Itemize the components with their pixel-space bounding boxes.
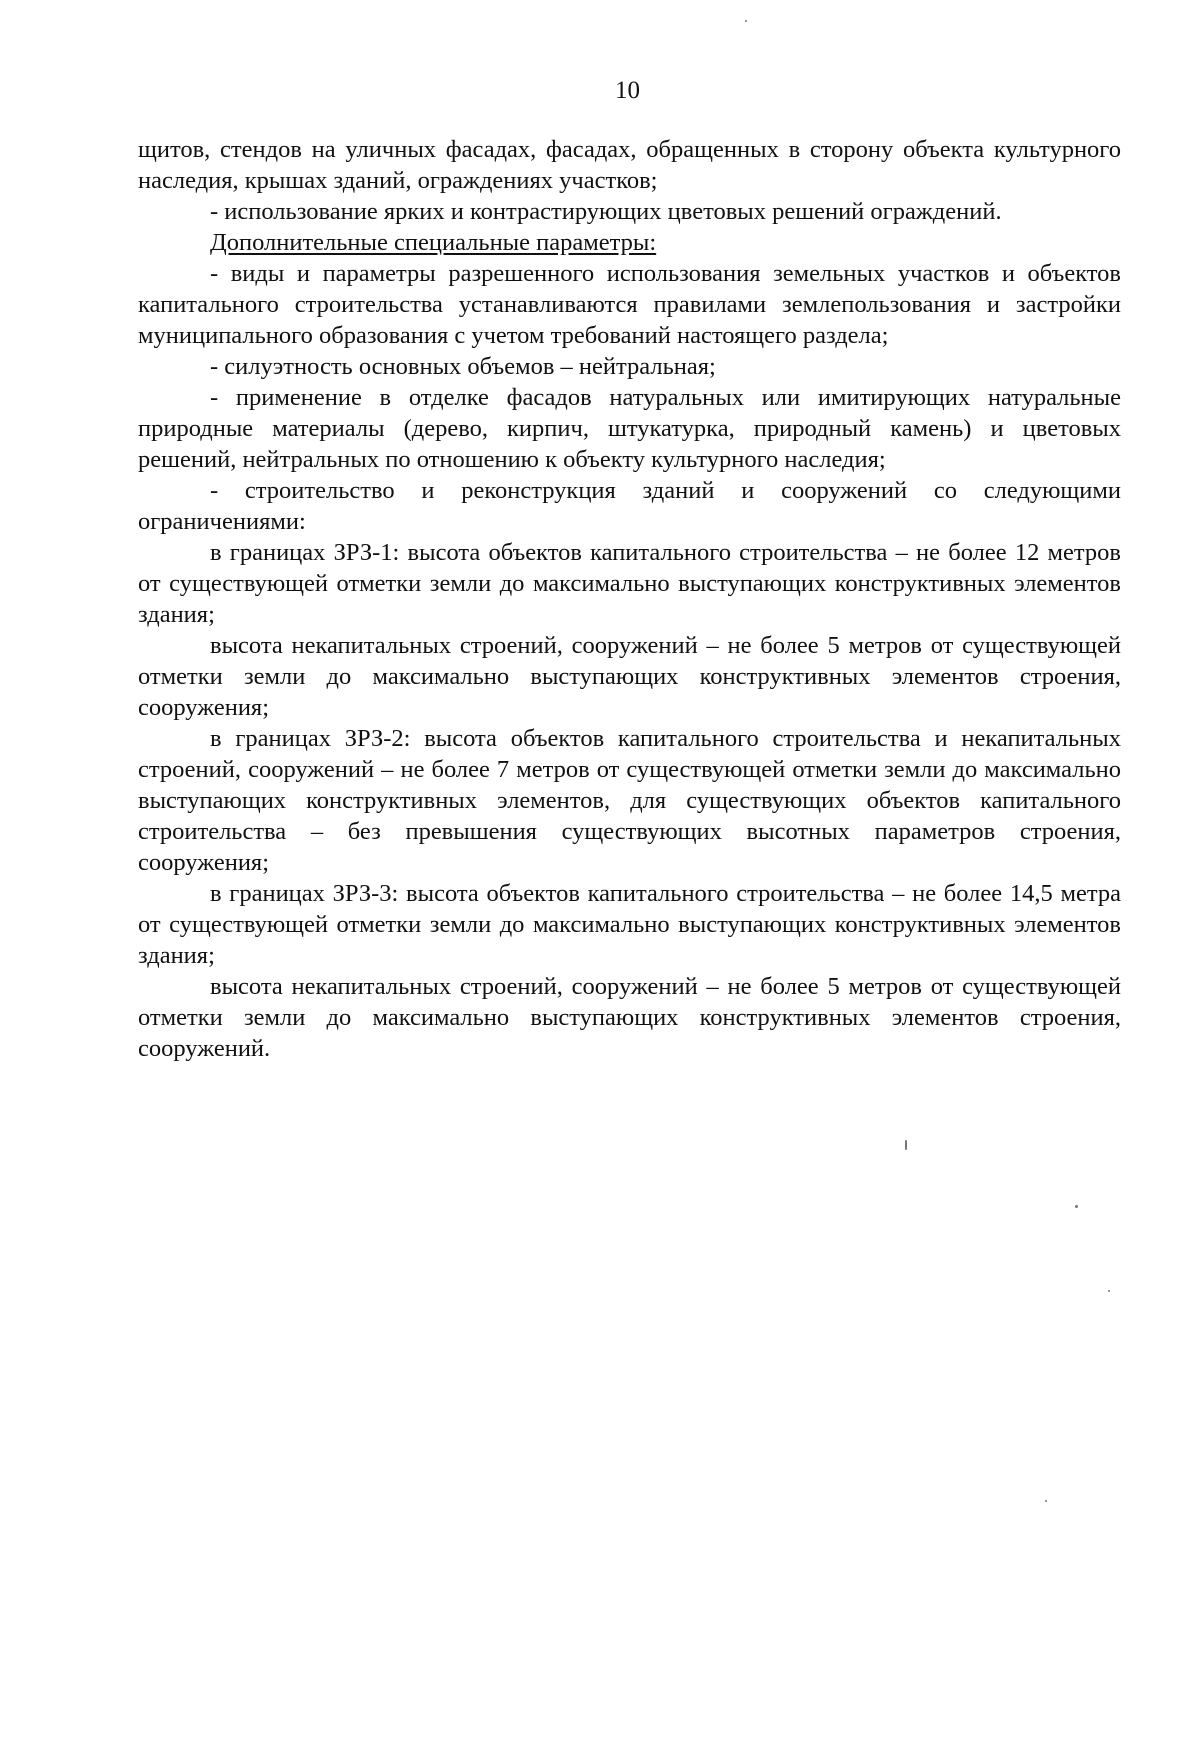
scan-speck [1108,1290,1110,1292]
paragraph-zrz-3: в границах ЗРЗ-3: высота объектов капитального строительства – не более 14,5 метра от существующей отметки земли до максимально выступающих конструктивных элементов здания; [138,880,1121,969]
paragraph-zrz-1: в границах ЗРЗ-1: высота объектов капитального строительства – не более 12 метров от существующей отметки земли до максимально выступающих конструктивных элементов здания; [138,539,1121,628]
paragraph-zrz-3-noncapital: высота некапитальных строений, сооружений – не более 5 метров от существующей отметки земли до максимально выступающих конструктивных элементов строения, сооружений. [138,973,1121,1062]
paragraph-continuation: щитов, стендов на уличных фасадах, фасадах, обращенных в сторону объекта культурного наследия, крышах зданий, ограждениях участков; [138,136,1121,194]
paragraph-facade-materials: - применение в отделке фасадов натуральных или имитирующих натуральные природные материалы (дерево, кирпич, штукатурка, природный камень) и цветовых решений, нейтральных по отношению к объекту культурного наследия; [138,384,1121,473]
scan-speck [745,20,747,22]
page-number: 10 [615,77,640,104]
scan-speck [1045,1500,1047,1502]
paragraph-silhouette: - силуэтность основных объемов – нейтральная; [210,353,716,380]
paragraph-construction-limits: - строительство и реконструкция зданий и сооружений со следующими ограничениями: [138,477,1121,535]
paragraph-zrz-2: в границах ЗРЗ-2: высота объектов капитального строительства и некапитальных строений, сооружений – не более 7 метров от существующей отметки земли до максимально выступающих конструктивных элементов, для существующих объектов капитального строительства – без превышения существующих высотных параметров строения, сооружения; [138,725,1121,876]
scan-speck [905,1140,907,1150]
section-heading-additional-parameters [138,227,1121,258]
paragraph-permitted-use: - виды и параметры разрешенного использования земельных участков и объектов капитального строительства устанавливаются правилами землепользования и застройки муниципального образования с учетом требований настоящего раздела; [138,260,1121,349]
document-body [138,134,1121,1064]
paragraph-zrz-1-noncapital: высота некапитальных строений, сооружений – не более 5 метров от существующей отметки земли до максимально выступающих конструктивных элементов строения, сооружения; [138,632,1121,721]
heading-text: Дополнительные специальные параметры: [210,229,657,256]
paragraph-fence-colors: - использование ярких и контрастирующих цветовых решений ограждений. [210,198,1002,225]
scan-speck [1075,1205,1078,1208]
